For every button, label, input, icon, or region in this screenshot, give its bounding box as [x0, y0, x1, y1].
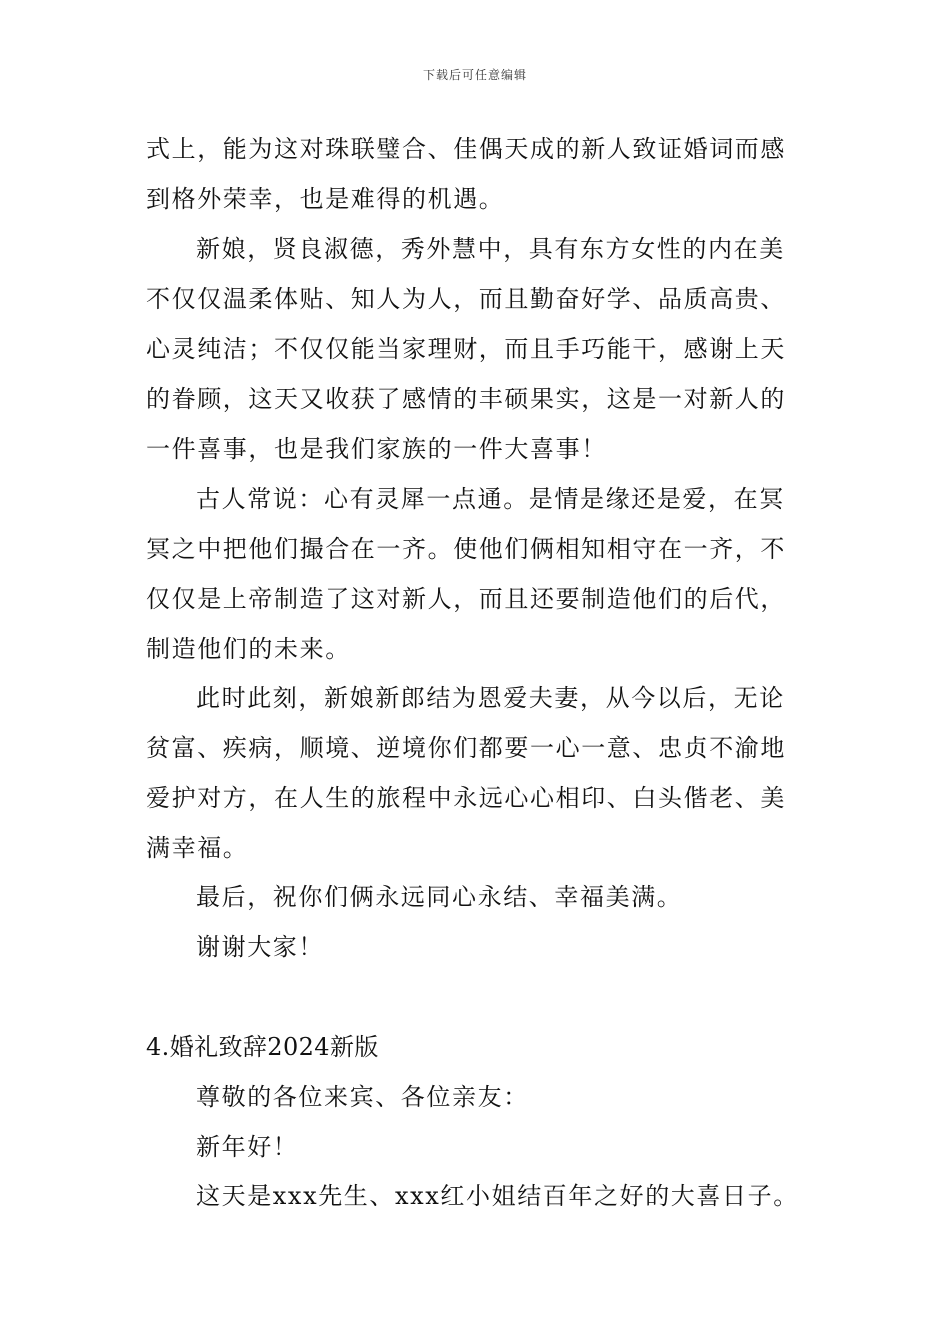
paragraph-line: 贫富、疾病，顺境、逆境你们都要一心一意、忠贞不渝地 — [146, 734, 786, 762]
paragraph-line: 式上，能为这对珠联璧合、佳偶天成的新人致证婚词而感 — [146, 135, 786, 163]
paragraph-line: 古人常说：心有灵犀一点通。是情是缘还是爱，在冥 — [196, 485, 785, 513]
paragraph-line: 到格外荣幸，也是难得的机遇。 — [146, 185, 505, 213]
paragraph-line: 仅仅是上帝制造了这对新人，而且还要制造他们的后代， — [146, 585, 786, 613]
paragraph-line: 爱护对方，在人生的旅程中永远心心相印、白头偕老、美 — [146, 784, 786, 812]
paragraph-line: 尊敬的各位来宾、各位亲友： — [196, 1083, 529, 1111]
paragraph-line: 的眷顾，这天又收获了感情的丰硕果实，这是一对新人的 — [146, 385, 786, 413]
paragraph-line: 此时此刻，新娘新郎结为恩爱夫妻，从今以后，无论 — [196, 684, 785, 712]
paragraph-line: 新年好！ — [196, 1133, 299, 1161]
paragraph-line: 这天是xxx先生、xxx红小姐结百年之好的大喜日子。 — [196, 1182, 799, 1210]
paragraph-line: 心灵纯洁；不仅仅能当家理财，而且手巧能干，感谢上天 — [146, 335, 786, 363]
section-heading: 4.婚礼致辞2024新版 — [146, 1033, 379, 1061]
paragraph-line: 不仅仅温柔体贴、知人为人，而且勤奋好学、品质高贵、 — [146, 285, 786, 313]
paragraph-line: 制造他们的未来。 — [146, 635, 351, 663]
paragraph-line: 最后，祝你们俩永远同心永结、幸福美满。 — [196, 883, 683, 911]
paragraph-line: 满幸福。 — [146, 834, 249, 862]
paragraph-line: 冥之中把他们撮合在一齐。使他们俩相知相守在一齐，不 — [146, 535, 786, 563]
page-header-note: 下载后可任意编辑 — [422, 68, 527, 82]
paragraph-line: 新娘，贤良淑德，秀外慧中，具有东方女性的内在美 — [196, 235, 785, 263]
paragraph-line: 一件喜事，也是我们家族的一件大喜事！ — [146, 435, 607, 463]
paragraph-line: 谢谢大家！ — [196, 933, 324, 961]
